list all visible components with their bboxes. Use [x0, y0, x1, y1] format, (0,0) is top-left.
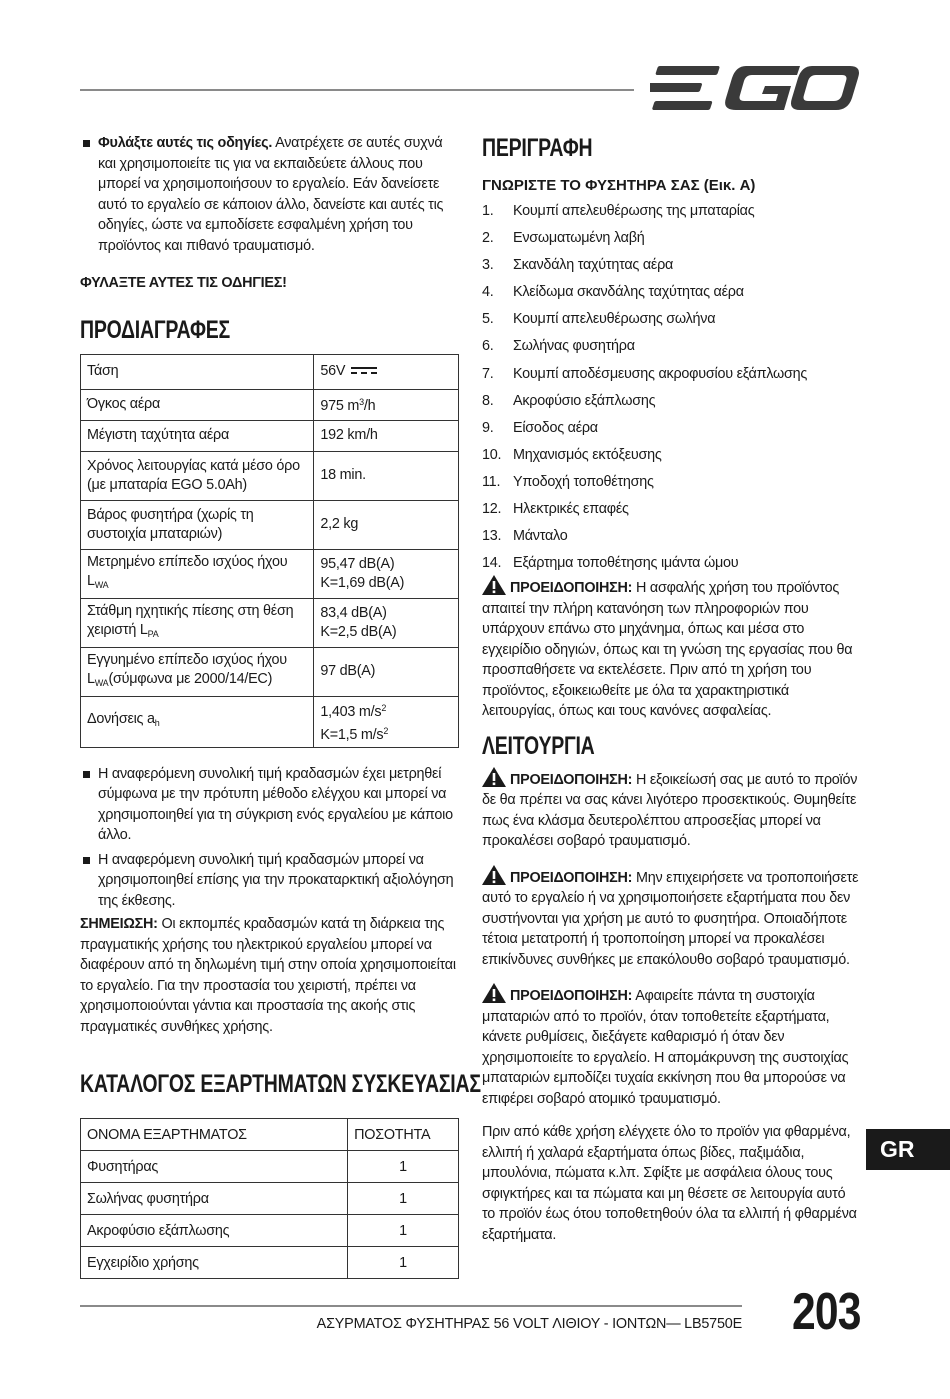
spec-value: 2,2 kg: [314, 500, 459, 549]
part-qty: 1: [348, 1215, 459, 1247]
spec-row: [81, 420, 459, 451]
warning-block-battery-removal: ΠΡΟΕΙΔΟΠΟΙΗΣΗ: Αφαιρείτε πάντα τη συστοιχία μπαταριών από το προϊόν, όταν τοποθετείτε εξαρτήματα, κάνετε ρυθμίσεις, διεξάγετε καθαρισμό ή όταν δεν χρησιμοποιείτε το εργαλείο. Η απομάκρυνση της συστοιχίας μπαταριών εμποδίζει τυχαία εκκίνηση που θα μπορούσε να επιφέρει σοβαρό ατομικό τραυματισμό.: [482, 983, 862, 1109]
list-item: 2. Ενσωματωμένη λαβή: [482, 230, 645, 247]
spec-label: Στάθμη ηχητικής πίεσης στη θέση χειριστή $L_{PA}$: [81, 598, 314, 647]
part-qty: 1: [348, 1151, 459, 1183]
packing-header-row: [81, 1119, 459, 1151]
spec-value: 1,403 $m/s^2$ K=1,5 $m/s^2$: [314, 696, 459, 747]
vibration-bullet: Η αναφερόμενη συνολική τιμή κραδασμών έχει μετρηθεί σύμφωνα με την πρότυπη μέθοδο ελέγχου και μπορεί να χρησιμοποιηθεί για τη σύγκριση ενός εργαλείου με κάποιο άλλο.: [80, 764, 460, 846]
list-item: 11. Υποδοχή τοποθέτησης: [482, 473, 654, 490]
list-item: 6. Σωλήνας φυσητήρα: [482, 338, 635, 355]
language-tab: GR: [866, 1129, 950, 1170]
packing-header-qty: ΠΟΣΟΤΗΤΑ: [348, 1119, 459, 1151]
description-heading: ΠΕΡΙΓΡΑΦΗ: [482, 134, 593, 162]
spec-label: Μετρημένο επίπεδο ισχύος ήχου $L_{WA}$: [81, 549, 314, 598]
spec-row: [81, 500, 459, 549]
list-item: 5. Κουμπί απελευθέρωσης σωλήνα: [482, 311, 716, 328]
packing-row: [81, 1247, 459, 1279]
spec-value: 18 min.: [314, 451, 459, 500]
warning-triangle-icon: [482, 865, 506, 885]
operation-heading: ΛΕΙΤΟΥΡΓΙΑ: [482, 731, 595, 760]
spec-row: [81, 549, 459, 598]
note-label: ΣΗΜΕΙΩΣΗ:: [80, 916, 158, 932]
list-item: 1. Κουμπί απελευθέρωσης της μπαταρίας: [482, 203, 755, 219]
spec-value: 97 dB(A): [314, 647, 459, 696]
spec-label: Τάση: [81, 354, 314, 389]
keep-instructions-bold: Φυλάξτε αυτές τις οδηγίες.: [98, 135, 273, 151]
list-item: 8. Ακροφύσιο εξάπλωσης: [482, 392, 656, 409]
part-name: Φυσητήρας: [81, 1151, 348, 1183]
keep-instructions-bullet: [80, 133, 460, 256]
spec-value: 192 km/h: [314, 420, 459, 451]
pre-use-check-paragraph: Πριν από κάθε χρήση ελέγχετε όλο το προϊόν για φθαρμένα, ελλιπή ή χαλαρά εξαρτήματα όπως βίδες, παξιμάδια, μπουλόνια, πώματα κ.λπ. Σφίξτε με ασφάλεια όλους τους σφιγκτήρες και τα πώματα και μη θέσετε σε λειτουργία αυτό το προϊόν έως ότου τοποθετηθούν όλα τα ελλιπή ή φθαρμένα εξαρτήματα.: [482, 1124, 857, 1243]
note-text: Οι εκπομπές κραδασμών κατά τη διάρκεια της πραγματικής χρήσης του ηλεκτρικού εργαλείου μπορεί να διαφέρουν από τη δηλωμένη τιμή στην οποία χρησιμοποιείται το εργαλείο. Για την προστασία του χειριστή, πρέπει να χρησιμοποιούνται γάντια και προστασία της ακοής στις πραγματικές συνθήκες χρήσης.: [80, 916, 456, 1035]
packing-row: [81, 1215, 459, 1247]
spec-row: [81, 451, 459, 500]
part-name: Ακροφύσιο εξάπλωσης: [81, 1215, 348, 1247]
list-item: 12. Ηλεκτρικές επαφές: [482, 501, 629, 518]
know-your-blower-heading: ΓΝΩΡΙΣΤΕ ΤΟ ΦΥΣΗΤΗΡΑ ΣΑΣ (Εικ. A): [482, 177, 756, 194]
spec-row: [81, 598, 459, 647]
part-qty: 1: [348, 1183, 459, 1215]
warning-triangle-icon: [482, 983, 506, 1003]
list-item: 13. Μάνταλο: [482, 528, 568, 545]
list-item: 10. Μηχανισμός εκτόξευσης: [482, 446, 662, 463]
vibration-bullet: Η αναφερόμενη συνολική τιμή κραδασμών μπορεί να χρησιμοποιηθεί επίσης για την προκαταρκτική αξιολόγηση της έκθεσης.: [80, 850, 460, 912]
spec-label: Εγγυημένο επίπεδο ισχύος ήχου $L_{WA}(\sigma ύ\mu\varphi\omega\nu\alpha$ με 2000/14/EC): [81, 647, 314, 696]
bullet-square: [83, 857, 90, 864]
part-name: Εγχειρίδιο χρήσης: [81, 1247, 348, 1279]
bullet-square: [83, 140, 90, 147]
warning-block-familiarity: ΠΡΟΕΙΔΟΠΟΙΗΣΗ: Η εξοικείωσή σας με αυτό το προϊόν δε θα πρέπει να σας κάνει λιγότερο προσεκτικούς. Θυμηθείτε πως ένα κλάσμα δευτερολέπτου απροσεξίας μπορεί να προκαλέσει σοβαρό τραυματισμό.: [482, 767, 862, 852]
warning-block-modification: ΠΡΟΕΙΔΟΠΟΙΗΣΗ: Μην επιχειρήσετε να τροποποιήσετε αυτό το εργαλείο ή να χρησιμοποιήσετε εξαρτήματα που δεν συστήνονται για χρήση με αυτό το φυσητήρα. Οποιαδήποτε τέτοια μετατροπή ή τροποποίηση μπορεί να προκαλέσει επικίνδυνες συνθήκες με επακόλουθο σοβαρό τραυματισμό.: [482, 865, 862, 971]
spec-value: 975 $m^3/h$: [314, 389, 459, 420]
list-item: 14. Εξάρτημα τοποθέτησης ιμάντα ώμου: [482, 555, 739, 572]
spec-label: Μέγιστη ταχύτητα αέρα: [81, 420, 314, 451]
bullet-square: [83, 771, 90, 778]
warning-triangle-icon: [482, 767, 506, 787]
part-qty: 1: [348, 1247, 459, 1279]
list-item: 7. Κουμπί αποδέσμευσης ακροφυσίου εξάπλωσης: [482, 365, 808, 382]
footer-rule: [80, 1305, 742, 1307]
keep-instructions-text: Ανατρέχετε σε αυτές συχνά και χρησιμοποιείτε τις για να εκπαιδεύετε άλλους που μπορεί να χρησιμοποιήσουν το εργαλείο. Εάν δανείσετε αυτό το εργαλείο σε κάποιον άλλο, δανείστε και αυτές τις οδηγίες, ώστε να εμποδίσετε εσφαλμένη χρήση του προϊόντος και πιθανό τραυματισμό.: [98, 135, 444, 254]
spec-label: Χρόνος λειτουργίας κατά μέσο όρο (με μπαταρία EGO 5.0Ah): [81, 451, 314, 500]
header-rule: [80, 89, 634, 91]
spec-label: Βάρος φυσητήρα (χωρίς τη συστοιχία μπαταριών): [81, 500, 314, 549]
list-item: 4. Κλείδωμα σκανδάλης ταχύτητας αέρα: [482, 284, 744, 301]
packing-header-name: ΟΝΟΜΑ ΕΞΑΡΤΗΜΑΤΟΣ: [81, 1119, 348, 1151]
warning-block-safe-use: ΠΡΟΕΙΔΟΠΟΙΗΣΗ: Η ασφαλής χρήση του προϊόντος απαιτεί την πλήρη κατανόηση των πληροφοριών που υπάρχουν επάνω στο μηχάνημα, όπως και μέσα στο εγχειρίδιο οδηγιών, όπως και τη γνώση της εργασίας που θα προσπαθήσετε να εκτελέσετε. Πριν από τη χρήση του προϊόντος, εξοικειωθείτε με όλα τα χαρακτηριστικά λειτουργίας, όπως και τους κανόνες ασφαλείας.: [482, 575, 862, 722]
packing-list-table: [80, 1118, 459, 1279]
specs-table: [80, 354, 459, 748]
packing-list-heading: ΚΑΤΑΛΟΓΟΣ ΕΞΑΡΤΗΜΑΤΩΝ ΣΥΣΚΕΥΑΣΙΑΣ: [80, 1070, 481, 1098]
spec-row: [81, 647, 459, 696]
spec-value: 56V: [314, 354, 459, 389]
vibration-note: [80, 914, 460, 1037]
save-instructions-notice: ΦΥΛΑΞΤΕ ΑΥΤΕΣ ΤΙΣ ΟΔΗΓΙΕΣ!: [80, 275, 287, 291]
part-name: Σωλήνας φυσητήρα: [81, 1183, 348, 1215]
spec-row: [81, 354, 459, 389]
packing-row: [81, 1183, 459, 1215]
packing-row: [81, 1151, 459, 1183]
spec-label: Όγκος αέρα: [81, 389, 314, 420]
page-number: 203: [792, 1283, 861, 1341]
parts-list: [482, 201, 862, 575]
warning-triangle-icon: [482, 575, 506, 595]
spec-row: [81, 389, 459, 420]
dc-symbol-icon: [351, 366, 377, 376]
right-column: [482, 133, 862, 1245]
spec-label: Δονήσεις $a_h$: [81, 696, 314, 747]
specs-heading: ΠΡΟΔΙΑΓΡΑΦΕΣ: [80, 315, 231, 344]
ego-logo: [650, 60, 862, 116]
spec-row: [81, 696, 459, 747]
footer-title: ΑΣΥΡΜΑΤΟΣ ΦΥΣΗΤΗΡΑΣ 56 VOLT ΛΙΘΙΟΥ - ΙΟΝΤΩΝ— LB5750E: [316, 1316, 742, 1332]
list-item: 9. Είσοδος αέρα: [482, 419, 598, 436]
list-item: 3. Σκανδάλη ταχύτητας αέρα: [482, 257, 674, 274]
spec-value: 95,47 dB(A) K=1,69 dB(A): [314, 549, 459, 598]
spec-value: 83,4 dB(A) K=2,5 dB(A): [314, 598, 459, 647]
left-column: [80, 133, 481, 1279]
